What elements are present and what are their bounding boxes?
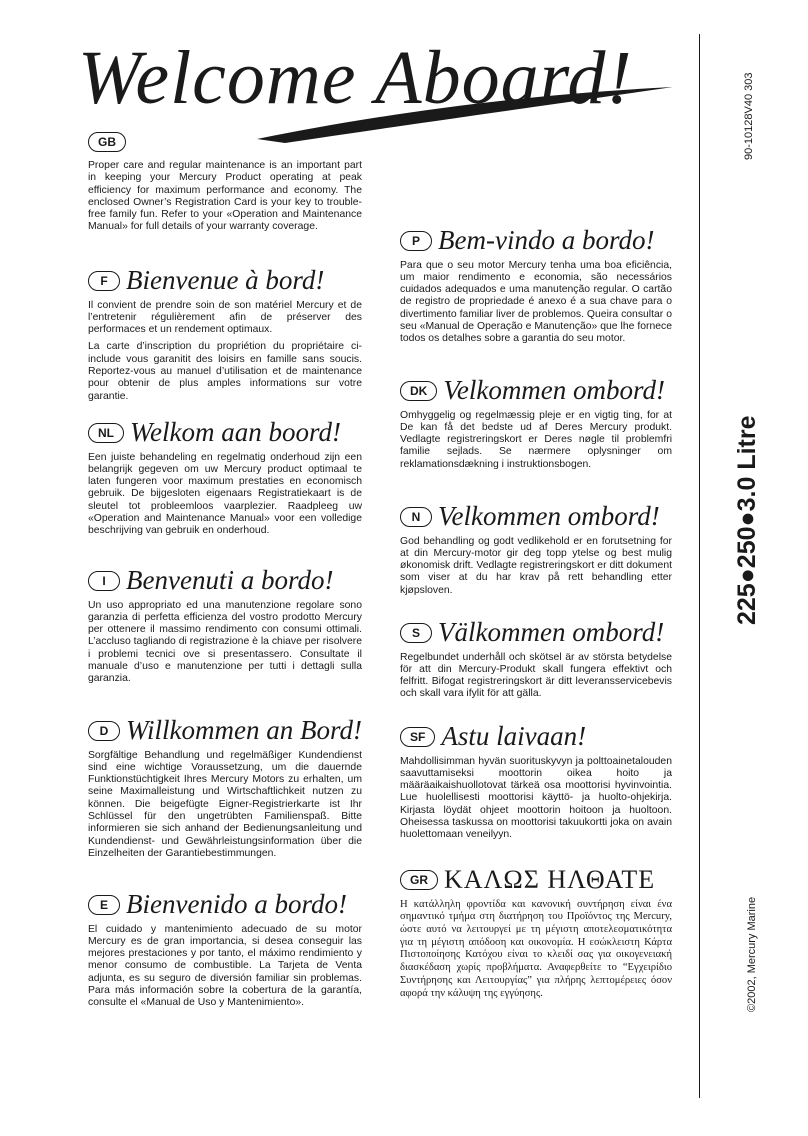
section-s-heading: Välkommen ombord! xyxy=(438,617,665,647)
section-s-text: Regelbundet underhåll och skötsel är av största betydelse för att din Mercury-Produkt skall fungera effektivt och felfritt. Bifogat registreringskort är ditt leveransservicebevis och skall vara ifylit för att gälla. xyxy=(400,651,672,700)
section-i-text: Un uso appropriato ed una manutenzione regolare sono garanzia di perfetta efficienza del vostro prodotto Mercury per ottenere il massimo rendimento con consumi ottimali. L’accluso tagliando di registrazione è la chiave per risolvere i problemi tecnici ove si presentassero. Consultate il manuale d’uso e manutenzione per tutti i dettagli sulla garanzia. xyxy=(88,599,362,685)
section-sf-text: Mahdollisimman hyvän suorituskyvyn ja polttoainetalouden saavuttamiseksi moottorin oikea hoito ja määräaikaishuollotovat tärkeä osa moottorisi hyvinvointia. Lue huolellisesti moottorisi käyttö- ja huolto-ohjekirja. Kirjasta löydät ohjeet moottorin hoitoon ja huoltoon. Oheisessa taskussa on moottorisi takuukortti joka on avain huolettomaan veneilyyn. xyxy=(400,755,672,841)
section-e xyxy=(88,890,362,1010)
section-e-text: El cuidado y mantenimiento adecuado de su motor Mercury es de gran importancia, si desea conseguir las mejores prestaciones y por tanto, el máximo rendimiento y menor consumo de combustible. La Tarjeta de Venta adjunta, es su seguro de diversión familiar sin problemas. Para más información sobre la cobertura de la garantía, consulte el «Manual de Uso y Mantenimiento». xyxy=(88,923,362,1009)
section-d-text: Sorgfältige Behandlung und regelmäßiger Kundendienst sind eine wichtige Voraussetzung, um die dauernde Funktionstüchtigkeit Ihres Mercury Motors zu erhalten, um seine Maximalleistung und Wirtschaftlichkeit nutzen zu können. Die beigefügte Eigner-Registrierkarte ist Ihr Schlüssel für den ungetrübten Familienspaß. Bitte informieren sie sich anhand der Bedienungsanleitung und Kundendienst- und Gewährleistungsinformation über die Einzelheiten der Garantiebestimmungen. xyxy=(88,749,362,859)
section-gr xyxy=(400,866,672,1000)
section-sf-heading: Astu laivaan! xyxy=(441,721,587,751)
section-gb xyxy=(88,132,362,234)
section-n-heading: Velkommen ombord! xyxy=(438,501,660,531)
language-badge-f: F xyxy=(88,271,120,291)
section-f xyxy=(88,266,362,403)
language-badge-i: I xyxy=(88,571,120,591)
language-badge-p: P xyxy=(400,231,432,251)
section-n xyxy=(400,502,672,597)
section-f-text-2: La carte d’inscription du propriétion du propriétaire ci-include vous garanitit des loisirs en famille sans soucis. Reportez-vous au manuel d’utilisation et de maintenance pour obtenir de plus amples informations sur votre garantie. xyxy=(88,341,362,402)
language-badge-d: D xyxy=(88,721,120,741)
section-n-text: God behandling og godt vedlikehold er en forutsetning for at din Mercury-motor gir deg topp ytelse og best mulig økonomisk drift. Vedlagte registreringskort er ditt dokument som viser at du har krav på rett behandling etter kjøpsloven. xyxy=(400,535,672,596)
section-i-heading: Benvenuti a bordo! xyxy=(126,565,334,595)
section-gr-heading: ΚΑΛΩΣ ΗΛΘΑΤΕ xyxy=(444,865,656,894)
language-badge-gb: GB xyxy=(88,132,126,152)
language-badge-e: E xyxy=(88,895,120,915)
language-badge-n: N xyxy=(400,507,432,527)
column-divider xyxy=(699,34,700,1098)
section-nl-text: Een juiste behandeling en regelmatig onderhoud zijn een belangrijk gegeven om uw Mercury product optimaal te laten fungeren voor maximum prestaties en economisch gebruik. De bijgesloten eigenaars Registratiekaart is de sleutel tot probleemloos vaarplezier. Raadpleeg uw «Operation and Maintenance Manual» voor een volledige beschrijving van gebruik en onderhoud. xyxy=(88,451,362,537)
language-badge-nl: NL xyxy=(88,423,124,443)
section-d-heading: Willkommen an Bord! xyxy=(126,715,362,745)
section-sf xyxy=(400,722,672,842)
language-badge-s: S xyxy=(400,623,432,643)
section-f-text-1: Il convient de prendre soin de son matériel Mercury et de l’entretenir régulièrement afin de préserver des performaces et un rendement optimaux. xyxy=(88,299,362,336)
section-e-heading: Bienvenido a bordo! xyxy=(126,889,347,919)
page-title: Welcome Aboard! xyxy=(78,36,633,120)
section-nl-heading: Welkom aan boord! xyxy=(130,417,341,447)
section-dk xyxy=(400,376,672,471)
section-dk-text: Omhyggelig og regelmæssig pleje er en vigtig ting, for at De kan få det bedste ud af Deres Mercury produkt. Vedlagte registreringskort er Deres nøgle til problemfri familie sejlads. Se nærmere oplysninger om reklamationsdækning i instruktionsbogen. xyxy=(400,409,672,470)
section-dk-heading: Velkommen ombord! xyxy=(443,375,666,405)
language-badge-sf: SF xyxy=(400,727,435,747)
section-p-text: Para que o seu motor Mercury tenha uma boa eficiência, um maior rendimento e economia, são necessários cuidados adequados e uma manutenção regular. O cartão de registro de propriedade é anexo é a sua chave para o divertimento familiar liver de problemos. Queira consultar o seu «Manual de Operação e Manutenção» que lhe fornece todos os detalhes sobre a garantia do seu motor. xyxy=(400,259,672,345)
section-nl xyxy=(88,418,362,538)
section-gr-text: Η κατάλληλη φροντίδα και κανονική συντήρηση είναι ένα σημαντικό τμήμα στη διατήρηση του Προϊόντος της Mercury, ώστε αυτό να λειτουργεί με τη μέγιστη αποτελεσματικότητα για τη μέγιστη απόδοση και οικονομία. Η εσώκλειστη Κάρτα Πιστοποίησης Κατόχου είναι το κλειδί σας για οικογενειακή διασκέδαση χωρίς προβλήματα. Αναφερθείτε το “Εγχειρίδιο Συντήρησης και Λειτουργίας” για πλήρης λεπτομέρειες όσον αφορά την κάλυψη της εγγύησης. xyxy=(400,898,672,999)
section-s xyxy=(400,618,672,701)
section-d xyxy=(88,716,362,860)
section-f-heading: Bienvenue à bord! xyxy=(126,265,325,295)
engine-model-label: 225●250●3.0 Litre xyxy=(733,415,761,625)
section-p xyxy=(400,226,672,346)
language-badge-gr: GR xyxy=(400,870,438,890)
language-badge-dk: DK xyxy=(400,381,437,401)
copyright-notice: ©2002, Mercury Marine xyxy=(746,896,758,1012)
section-i xyxy=(88,566,362,686)
section-gb-text: Proper care and regular maintenance is an important part in keeping your Mercury Product operating at peak efficiency for maximum performance and economy. The enclosed Owner’s Registration Card is your key to trouble-free family fun. Refer to your «Operation and Maintenance Manual» for full details of your warranty coverage. xyxy=(88,160,362,233)
section-p-heading: Bem-vindo a bordo! xyxy=(438,225,655,255)
document-code: 90-10128V40 303 xyxy=(743,72,755,160)
